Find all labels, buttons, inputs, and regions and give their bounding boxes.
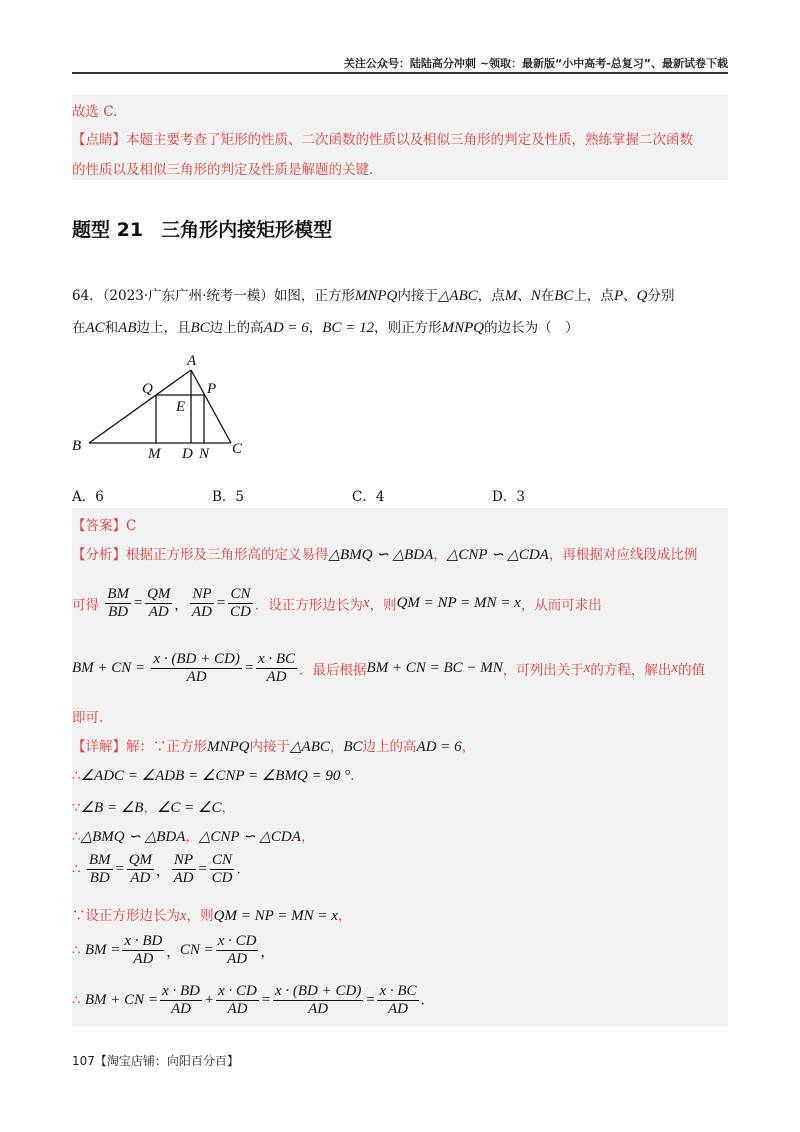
- q-math: BC = 12: [322, 320, 375, 336]
- q-text: 边上的高: [209, 320, 264, 336]
- fraction: $\frac{x \cdot BC}{AD}$: [379, 983, 417, 1017]
- q-text: 和: [104, 320, 119, 336]
- choice-d: D．3: [492, 489, 525, 505]
- label-a: A: [187, 353, 197, 369]
- header-rule: [72, 72, 728, 74]
- fraction: $\frac{x \cdot (BD + CD)}{AD}$: [274, 983, 362, 1017]
- section-title: [72, 215, 350, 242]
- q-text: 在: [72, 320, 86, 336]
- section-name: 三角形内接矩形模型: [161, 219, 333, 241]
- triangle-figure: [60, 350, 260, 465]
- fraction: $\frac{QM}{AD}$: [147, 586, 171, 620]
- choice-b: B．5: [212, 489, 245, 505]
- fraction: $\frac{x \cdot CD}{AD}$: [217, 933, 257, 967]
- fraction: $\frac{CN}{CD}$: [211, 852, 233, 886]
- analysis-line-3: BM + CN = $\frac{x \cdot (BD + CD)}{AD}$ = $\frac{x \cdot BC}{AD}$ ．最后根据BM + CN = BC − MN，可列出关于x的方程，解出x的值: [72, 651, 706, 685]
- q-text: 分别: [647, 288, 675, 304]
- detail-line-6: ∵设正方形边长为x，则QM = NP = MN = x，: [72, 908, 352, 924]
- q-text: 内接于: [397, 288, 438, 304]
- q-math: M: [504, 288, 518, 304]
- answer-line: [72, 514, 136, 534]
- answer-tag: 【答案】: [72, 518, 126, 534]
- fraction: $\frac{x \cdot (BD + CD)}{AD}$: [153, 651, 240, 685]
- label-c: C: [232, 441, 243, 457]
- q-math: N: [530, 288, 541, 304]
- detail-line-4: ∴△BMQ ∽ △BDA，△CNP ∽ △CDA，: [72, 829, 315, 845]
- q-text: 、: [623, 288, 637, 304]
- q-text: 、: [517, 288, 531, 304]
- fraction: $\frac{BM}{BD}$: [88, 852, 111, 886]
- label-d: D: [182, 446, 193, 462]
- analysis-line-2: 可得 $\frac{BM}{BD}$ = $\frac{QM}{AD}$ ， $\frac{NP}{AD}$ = $\frac{CN}{CD}$ ．设正方形边长为x，则QM = NP = MN = x，从而可求出: [72, 586, 602, 620]
- fraction: $\frac{x \cdot BD}{AD}$: [162, 983, 200, 1017]
- comment-text-1: 本题主要考查了矩形的性质、二次函数的性质以及相似三角形的判定及性质，熟练掌握二次函数: [126, 132, 693, 148]
- label-p: P: [207, 381, 217, 397]
- fraction: $\frac{x \cdot CD}{AD}$: [218, 983, 257, 1017]
- q-math: MNPQ: [354, 288, 398, 304]
- detail-line-1: 【详解】解：∵正方形MNPQ内接于△ABC，BC边上的高AD = 6，: [72, 739, 476, 755]
- q-text: ，: [308, 320, 323, 336]
- q-math: Q: [636, 288, 648, 304]
- q-math: MNPQ: [441, 320, 485, 336]
- q-math: △ABC: [437, 288, 478, 304]
- answer-value: C: [126, 518, 137, 534]
- q-math: BC: [554, 288, 574, 304]
- shop-name: 【淘宝店铺：向阳百分百】: [94, 1054, 239, 1068]
- q-text: 的边长为（ ）: [484, 320, 579, 336]
- label-m: M: [148, 446, 161, 462]
- analysis-line-4: 即可.: [72, 710, 104, 726]
- detail-line-5: ∴ $\frac{BM}{BD}$ = $\frac{QM}{AD}$ ， $\frac{NP}{AD}$ = $\frac{CN}{CD}$ .: [72, 852, 241, 886]
- page-footer: [72, 1052, 239, 1069]
- q-math: BC: [190, 320, 210, 336]
- question-line-1: [72, 284, 674, 305]
- q-text: ，点: [477, 288, 505, 304]
- detail-line-2: ∴∠ADC = ∠ADB = ∠CNP = ∠BMQ = 90 °.: [72, 768, 355, 784]
- q-math: AD = 6: [263, 320, 309, 336]
- fraction: $\frac{NP}{AD}$: [173, 852, 194, 886]
- page-header: 关注公众号：陆陆高分冲刺 ~领取：最新版“小中高考-总复习”、最新试卷下载: [343, 57, 728, 70]
- question-line-2: [72, 316, 579, 337]
- q-math: P: [613, 288, 624, 304]
- q-text: 上，点: [573, 288, 614, 304]
- q-math: AC: [85, 320, 105, 336]
- choice-c: C．4: [352, 489, 385, 505]
- label-b: B: [72, 438, 82, 454]
- q-text: 64．（2023·广东广州·统考一模）如图，正方形: [72, 288, 355, 304]
- choice-a: A．6: [72, 489, 104, 505]
- detail-line-8: ∴ BM + CN = $\frac{x \cdot BD}{AD}$ + $\frac{x \cdot CD}{AD}$ = $\frac{x \cdot (BD + CD)}{AD}$ = $\frac{x \cdot BC}{AD}$ .: [72, 983, 425, 1017]
- label-e: E: [176, 399, 186, 415]
- label-n: N: [199, 446, 210, 462]
- section-label: 题型 21: [72, 219, 144, 241]
- q-math: AB: [118, 320, 137, 336]
- prev-comment-line-1: [72, 128, 693, 148]
- fraction: $\frac{NP}{AD}$: [191, 586, 212, 620]
- analysis-line-1: 【分析】根据正方形及三角形高的定义易得△BMQ ∽ △BDA，△CNP ∽ △CDA，再根据对应线段成比例: [72, 547, 698, 563]
- fraction: $\frac{x \cdot BD}{AD}$: [124, 933, 163, 967]
- prev-conclusion: 故选 C.: [72, 104, 118, 120]
- detail-line-7: ∴ BM = $\frac{x \cdot BD}{AD}$ ，CN = $\frac{x \cdot CD}{AD}$ ，: [72, 933, 274, 967]
- detail-line-3: ∵∠B = ∠B，∠C = ∠C，: [72, 800, 235, 816]
- fraction: $\frac{x \cdot BC}{AD}$: [257, 651, 296, 685]
- label-q: Q: [142, 381, 153, 397]
- fraction: $\frac{CN}{CD}$: [230, 586, 251, 620]
- fraction: $\frac{BM}{BD}$: [107, 586, 129, 620]
- comment-tag: 【点睛】: [72, 132, 126, 148]
- prev-comment-line-2: 的性质以及相似三角形的判定及性质是解题的关键.: [72, 162, 374, 178]
- q-text: 边上，且: [136, 320, 191, 336]
- q-text: 在: [540, 288, 555, 304]
- page-number: 107: [72, 1054, 95, 1068]
- fraction: $\frac{QM}{AD}$: [128, 852, 153, 886]
- q-text: ，则正方形: [374, 320, 442, 336]
